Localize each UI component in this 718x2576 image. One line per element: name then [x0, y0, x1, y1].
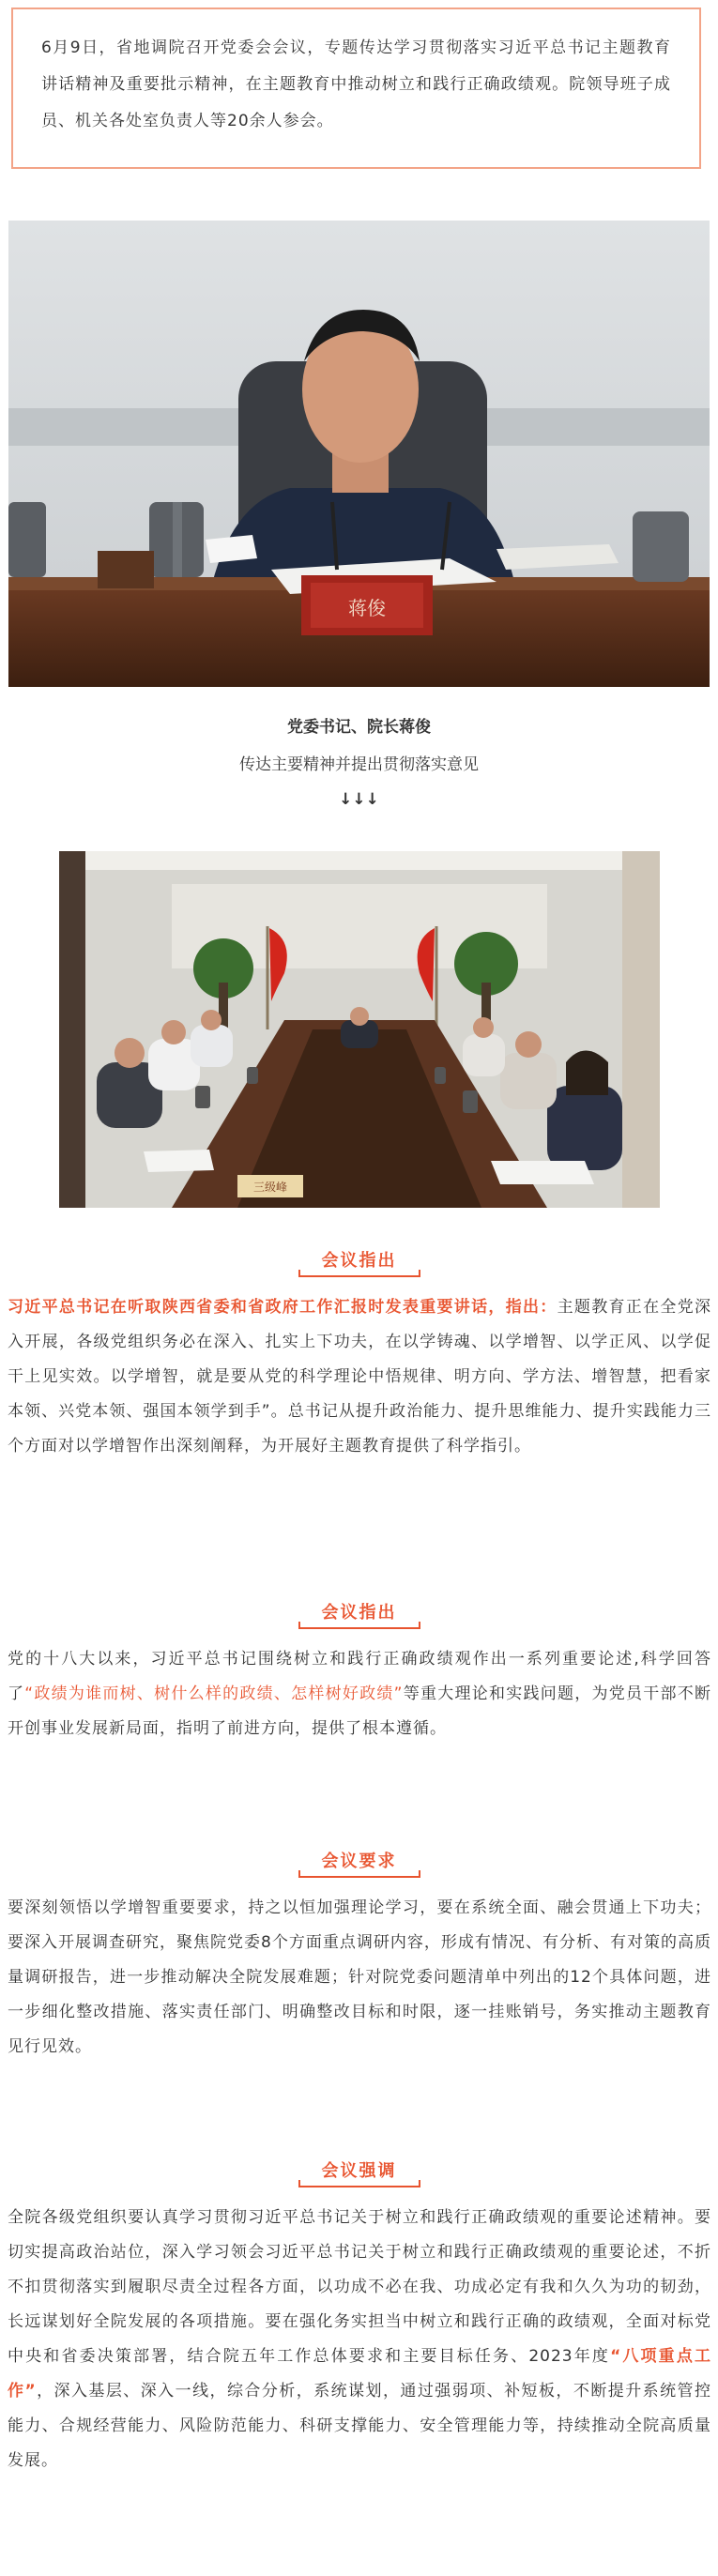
speaker-nameplate: 蒋俊 [348, 597, 386, 619]
section-text: 主题教育正在全党深入开展，各级党组织务必在深入、扎实上下功夫，在以学铸魂、以学增智、以学正风、以学促干上见实效。以学增智，就是要从党的科学理论中悟规律、明方向、学方法、增智慧，把看家本领、兴党本领、强国本领学到手”。总书记从提升政治能力、提升思维能力、提升实践能力三个方面对以学增智作出深刻阐释，为开展好主题教育提供了科学指引。 [8, 1298, 712, 1456]
intro-box [11, 8, 701, 169]
section-body-3 [8, 1891, 711, 2065]
section-underline [298, 1270, 420, 1277]
section-highlight: “八项重点工作” [8, 2347, 711, 2401]
caption-arrows: ↓↓↓ [339, 790, 379, 809]
section-body-1 [8, 1290, 711, 1464]
section-text-post: ，深入基层、深入一线，综合分析，系统谋划，通过强弱项、补短板，不断提升系统管控能力、合规经营能力、风险防范能力、科研支撑能力、安全管理能力等，持续推动全院高质量发展。 [8, 2382, 711, 2470]
section-title: 会议要求 [321, 1852, 397, 1871]
section-underline [298, 1622, 420, 1629]
meeting-photo [59, 851, 660, 1208]
caption-desc: 传达主要精神并提出贯彻落实意见 [239, 755, 479, 774]
section-underline [298, 2180, 420, 2187]
section-heading-2 [0, 1595, 718, 1633]
meeting-nameplate: 三级峰 [252, 1181, 288, 1194]
section-body-4 [8, 2201, 711, 2478]
section-heading-4 [0, 2154, 718, 2191]
section-title: 会议强调 [321, 2161, 397, 2181]
caption-name: 党委书记、院长蒋俊 [287, 718, 431, 737]
intro-text: 6月9日，省地调院召开党委会会议，专题传达学习贯彻落实习近平总书记主题教育讲话精神及重要批示精神，在主题教育中推动树立和践行正确政绩观。院领导班子成员、机关各处室负责人等20余人参会。 [41, 38, 671, 130]
section-heading-3 [0, 1844, 718, 1882]
section-text-pre: 党的十八大以来，习近平总书记围绕树立和践行正确政绩观作出一系列重要论述,科学回答了 [8, 1650, 711, 1703]
section-text-pre: 全院各级党组织要认真学习贯彻习近平总书记关于树立和践行正确政绩观的重要论述精神。要切实提高政治站位，深入学习领会习近平总书记关于树立和践行正确政绩观的重要论述，不折不扣贯彻落实到履职尽责全过程各方面，以功成不必在我、功成必定有我和久久为功的韧劲，长远谋划好全院发展的各项措施。要在强化务实担当中树立和践行正确的政绩观，全面对标党中央和省委决策部署，结合院五年工作总体要求和主要目标任务、2023年度 [8, 2208, 711, 2366]
section-title: 会议指出 [321, 1251, 397, 1271]
speaker-photo [8, 221, 710, 687]
section-body-2 [8, 1642, 711, 1746]
section-title: 会议指出 [321, 1603, 397, 1623]
section-text: 要深刻领悟以学增智重要要求，持之以恒加强理论学习，要在系统全面、融会贯通上下功夫；要深入开展调查研究，聚焦院党委8个方面重点调研内容，形成有情况、有分析、有对策的高质量调研报告，进一步推动解决全院发展难题；针对院党委问题清单中列出的12个具体问题，进一步细化整改措施、落实责任部门、明确整改目标和时限，逐一挂账销号，务实推动主题教育见行见效。 [8, 1898, 711, 2056]
section-heading-1 [0, 1243, 718, 1281]
section-underline [298, 1870, 420, 1878]
section-lead: 习近平总书记在听取陕西省委和省政府工作汇报时发表重要讲话，指出： [8, 1298, 558, 1317]
section-highlight: “政绩为谁而树、树什么样的政绩、怎样树好政绩” [24, 1684, 404, 1703]
section-text-post: 等重大理论和实践问题，为党员干部不断开创事业发展新局面，指明了前进方向，提供了根本遵循。 [8, 1684, 712, 1738]
